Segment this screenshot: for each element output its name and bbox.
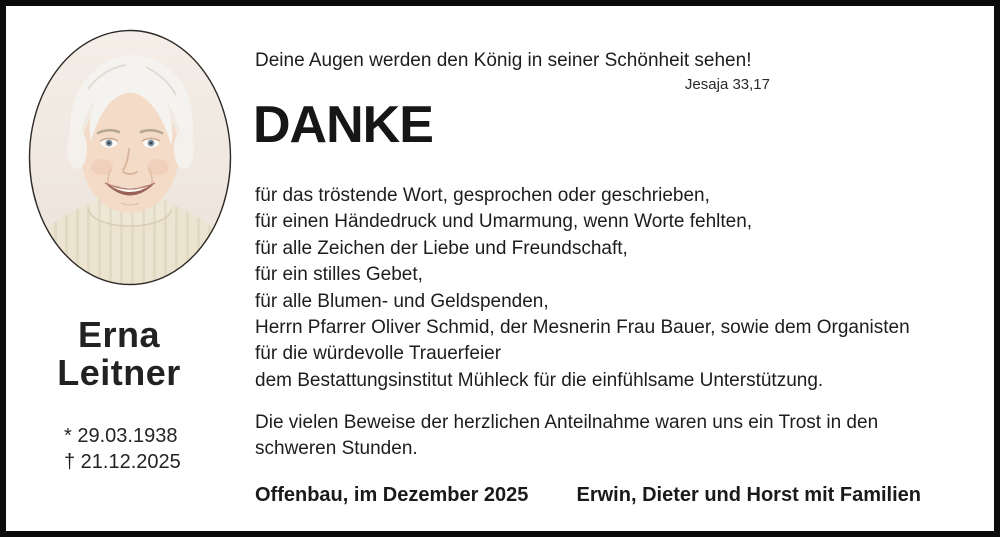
death-date: † 21.12.2025 <box>64 451 181 473</box>
scripture-quote-block <box>255 50 770 93</box>
deceased-name <box>14 316 224 392</box>
headline-danke: DANKE <box>253 96 433 154</box>
footer <box>255 484 921 507</box>
family-signature: Erwin, Dieter und Horst mit Familien <box>576 484 921 506</box>
birth-date: * 29.03.1938 <box>64 425 178 447</box>
thanks-line: Herrn Pfarrer Oliver Schmid, der Mesnerin Frau Bauer, sowie dem Organisten <box>255 317 910 339</box>
life-dates <box>64 423 181 475</box>
thanks-list <box>255 183 910 394</box>
deceased-first-name: Erna <box>77 314 161 355</box>
scripture-quote: Deine Augen werden den König in seiner Schönheit sehen! <box>255 50 752 71</box>
portrait-photo <box>28 29 232 286</box>
deceased-last-name: Leitner <box>57 352 181 393</box>
thanks-line: für alle Zeichen der Liebe und Freundschaft, <box>255 237 628 259</box>
thanks-line: für ein stilles Gebet, <box>255 264 423 286</box>
closing-paragraph <box>255 410 878 463</box>
thanks-line: für das tröstende Wort, gesprochen oder geschrieben, <box>255 185 710 206</box>
thanks-line: dem Bestattungsinstitut Mühleck für die einfühlsame Unterstützung. <box>255 369 824 391</box>
thanks-line: für alle Blumen- und Geldspenden, <box>255 290 549 312</box>
closing-line: Die vielen Beweise der herzlichen Anteilnahme waren uns ein Trost in den <box>255 412 879 433</box>
thanks-line: für einen Händedruck und Umarmung, wenn Worte fehlten, <box>255 211 753 233</box>
thanks-line: für die würdevolle Trauerfeier <box>255 343 502 365</box>
scripture-reference: Jesaja 33,17 <box>684 76 770 93</box>
closing-line: schweren Stunden. <box>255 438 418 460</box>
place-and-date: Offenbau, im Dezember 2025 <box>255 484 529 506</box>
